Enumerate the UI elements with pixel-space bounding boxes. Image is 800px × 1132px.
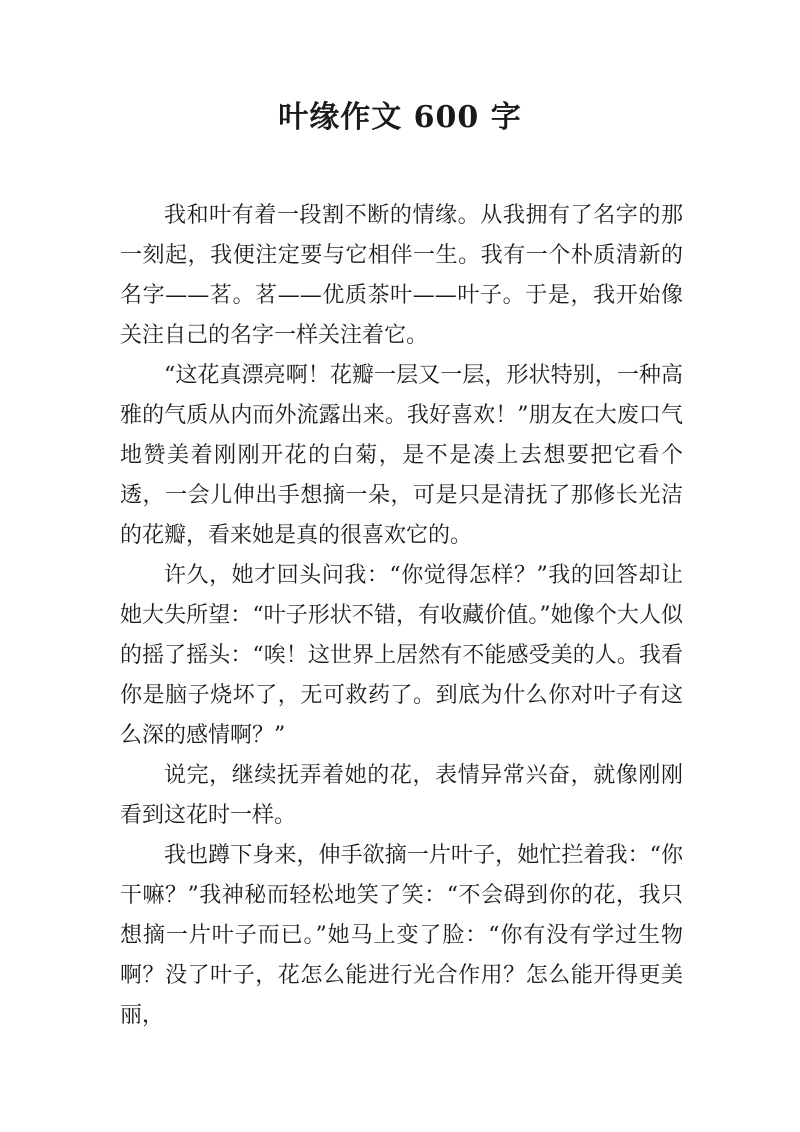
document-body xyxy=(120,196,683,1036)
paragraph-1: 我和叶有着一段割不断的情缘。从我拥有了名字的那一刻起，我便注定要与它相伴一生。我有一个朴质清新的名字——茗。茗——优质茶叶——叶子。于是，我开始像关注自己的名字一样关注着它。 xyxy=(120,203,683,348)
paragraph-3: 许久，她才回头问我：“你觉得怎样？”我的回答却让她大失所望：“叶子形状不错，有收藏价值。”她像个大人似的摇了摇头：“唉！这世界上居然有不能感受美的人。我看你是脑子烧坏了，无可救药了。到底为什么你对叶子有这么深的感情啊？” xyxy=(120,563,683,748)
document-title: 叶缘作文 600 字 xyxy=(278,100,522,135)
paragraph-4: 说完，继续抚弄着她的花，表情异常兴奋，就像刚刚看到这花时一样。 xyxy=(120,763,683,828)
paragraph-5: 我也蹲下身来，伸手欲摘一片叶子，她忙拦着我：“你干嘛？”我神秘而轻松地笑了笑：“不会碍到你的花，我只想摘一片叶子而已。”她马上变了脸：“你有没有学过生物啊？没了叶子，花怎么能进行光合作用？怎么能开得更美丽， xyxy=(120,843,683,1028)
paragraph-2: “这花真漂亮啊！花瓣一层又一层，形状特别，一种高雅的气质从内而外流露出来。我好喜欢！”朋友在大废口气地赞美着刚刚开花的白菊，是不是凑上去想要把它看个透，一会儿伸出手想摘一朵，可是只是清抚了那修长光洁的花瓣，看来她是真的很喜欢它的。 xyxy=(120,363,683,548)
